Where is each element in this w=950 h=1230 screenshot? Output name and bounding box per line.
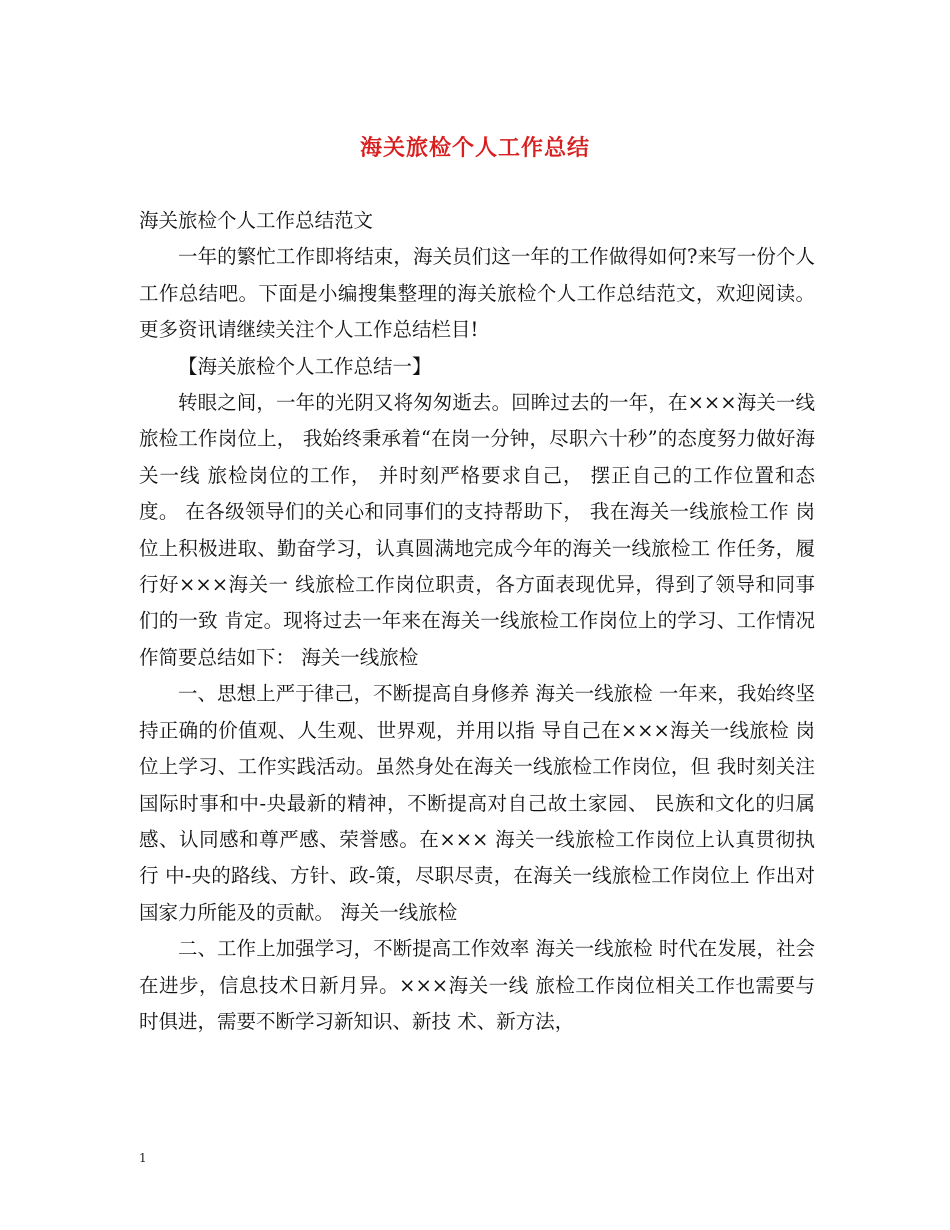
body-paragraph: 一、思想上严于律己，不断提高自身修养 海关一线旅检 一年来，我始终坚持正确的价值观、人生观、世界观，并用以指 导自己在×××海关一线旅检 岗位上学习、工作实践活动。虽然身处在海关一线旅检工作岗位，但 我时刻关注国际时事和中-央最新的精神，不断提高对自己故土家园、 民族和文化的归属感、认同感和尊严感、荣誉感。在××× 海关一线旅检工作岗位上认真贯彻执行 中-央的路线、方针、政-策，尽职尽责，在海关一线旅检工作岗位上 作出对国家力所能及的贡献。 海关一线旅检 <box>139 682 815 924</box>
document-body <box>139 203 815 1040</box>
section-heading: 【海关旅检个人工作总结一】 <box>178 354 432 378</box>
body-paragraph: 转眼之间，一年的光阴又将匆匆逝去。回眸过去的一年，在×××海关一线旅检工作岗位上， 我始终秉承着“在岗一分钟，尽职六十秒”的态度努力做好海关一线 旅检岗位的工作， 并时刻严格要求自己， 摆正自己的工作位置和态度。 在各级领导们的关心和同事们的支持帮助下， 我在海关一线旅检工作 岗位上积极进取、勤奋学习，认真圆满地完成今年的海关一线旅检工 作任务，履行好×××海关一 线旅检工作岗位职责，各方面表现优异，得到了领导和同事们的一致 肯定。现将过去一年来在海关一线旅检工作岗位上的学习、工作情况 作简要总结如下： 海关一线旅检 <box>139 391 815 669</box>
page-number: 1 <box>139 1151 147 1165</box>
body-paragraph: 二、工作上加强学习，不断提高工作效率 海关一线旅检 时代在发展，社会在进步，信息技术日新月异。×××海关一线 旅检工作岗位相关工作也需要与时俱进，需要不断学习新知识、新技 术、新方法， <box>139 937 815 1033</box>
document-subtitle: 海关旅检个人工作总结范文 <box>139 209 374 232</box>
intro-paragraph: 一年的繁忙工作即将结束，海关员们这一年的工作做得如何?来写一份个人工作总结吧。下面是小编搜集整理的海关旅检个人工作总结范文，欢迎阅读。更多资讯请继续关注个人工作总结栏目! <box>139 245 815 342</box>
document-title: 海关旅检个人工作总结 <box>359 135 590 161</box>
